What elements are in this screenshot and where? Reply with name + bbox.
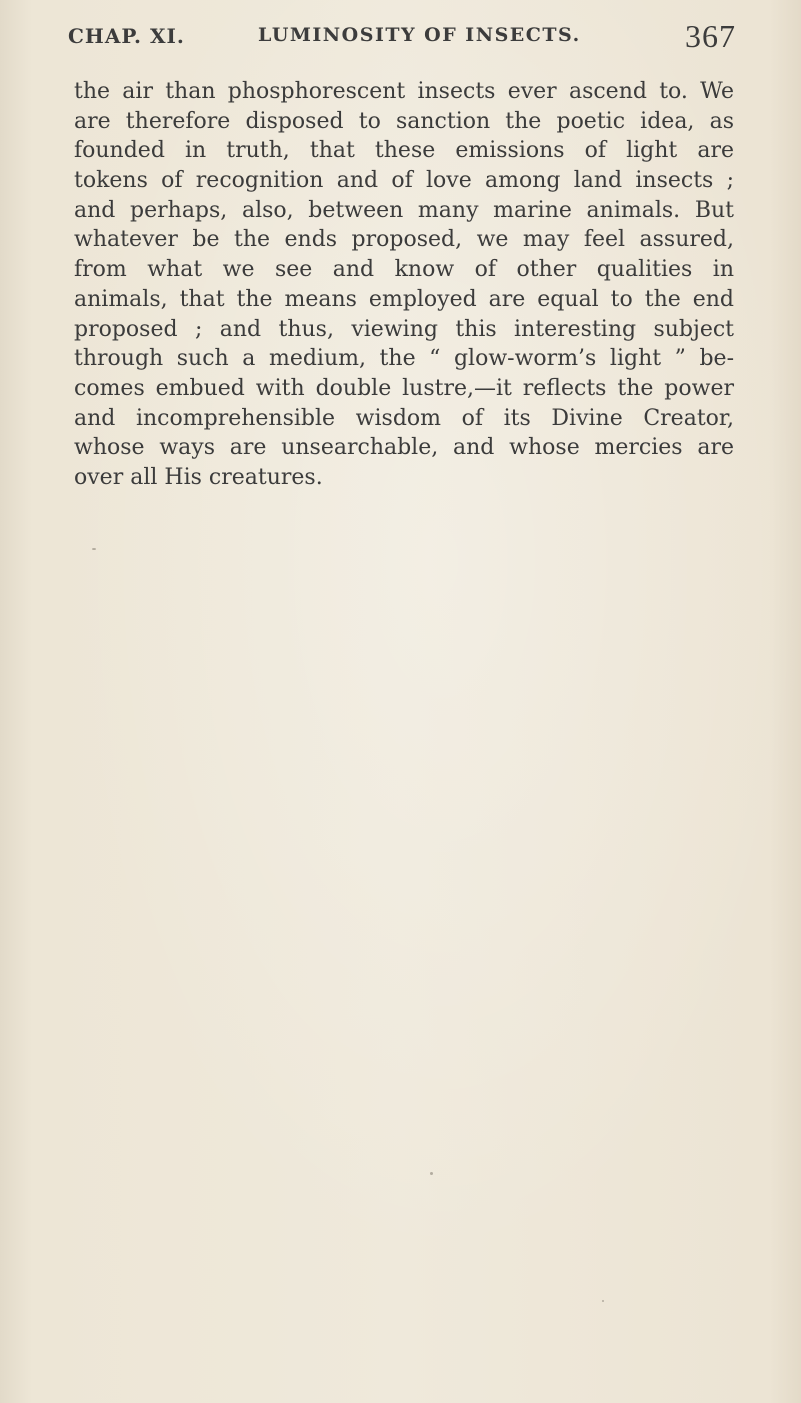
text-line: from what we see and know of other qualities in [74, 257, 734, 283]
text-line: are therefore disposed to sanction the poetic idea, as [74, 108, 734, 134]
text-line: founded in truth, that these emissions of light are [74, 138, 734, 164]
text-line: comes embued with double lustre,—it reflects the power [74, 375, 734, 401]
page-header [68, 18, 736, 58]
paper-speck [602, 1300, 604, 1302]
text-line-last: over all His creatures. [74, 464, 323, 490]
paper-speck [92, 548, 96, 550]
text-line: and perhaps, also, between many marine animals. But [74, 197, 734, 223]
chapter-label: CHAP. XI. [68, 24, 185, 48]
text-line: and incomprehensible wisdom of its Divine Creator, [74, 405, 734, 431]
body-paragraph [74, 77, 734, 493]
text-line: animals, that the means employed are equal to the end [74, 286, 734, 312]
text-line: tokens of recognition and of love among land insects ; [74, 168, 734, 194]
paper-speck [430, 1172, 433, 1175]
text-line: the air than phosphorescent insects ever ascend to. We [74, 79, 734, 104]
text-line: whatever be the ends proposed, we may feel assured, [74, 227, 734, 253]
running-title: LUMINOSITY OF INSECTS. [258, 24, 581, 46]
text-line: proposed ; and thus, viewing this interesting subject [74, 316, 734, 342]
text-line: whose ways are unsearchable, and whose mercies are [74, 435, 734, 461]
page-number: 367 [685, 18, 736, 54]
text-line: through such a medium, the “ glow-worm’s light ” be- [74, 346, 734, 372]
